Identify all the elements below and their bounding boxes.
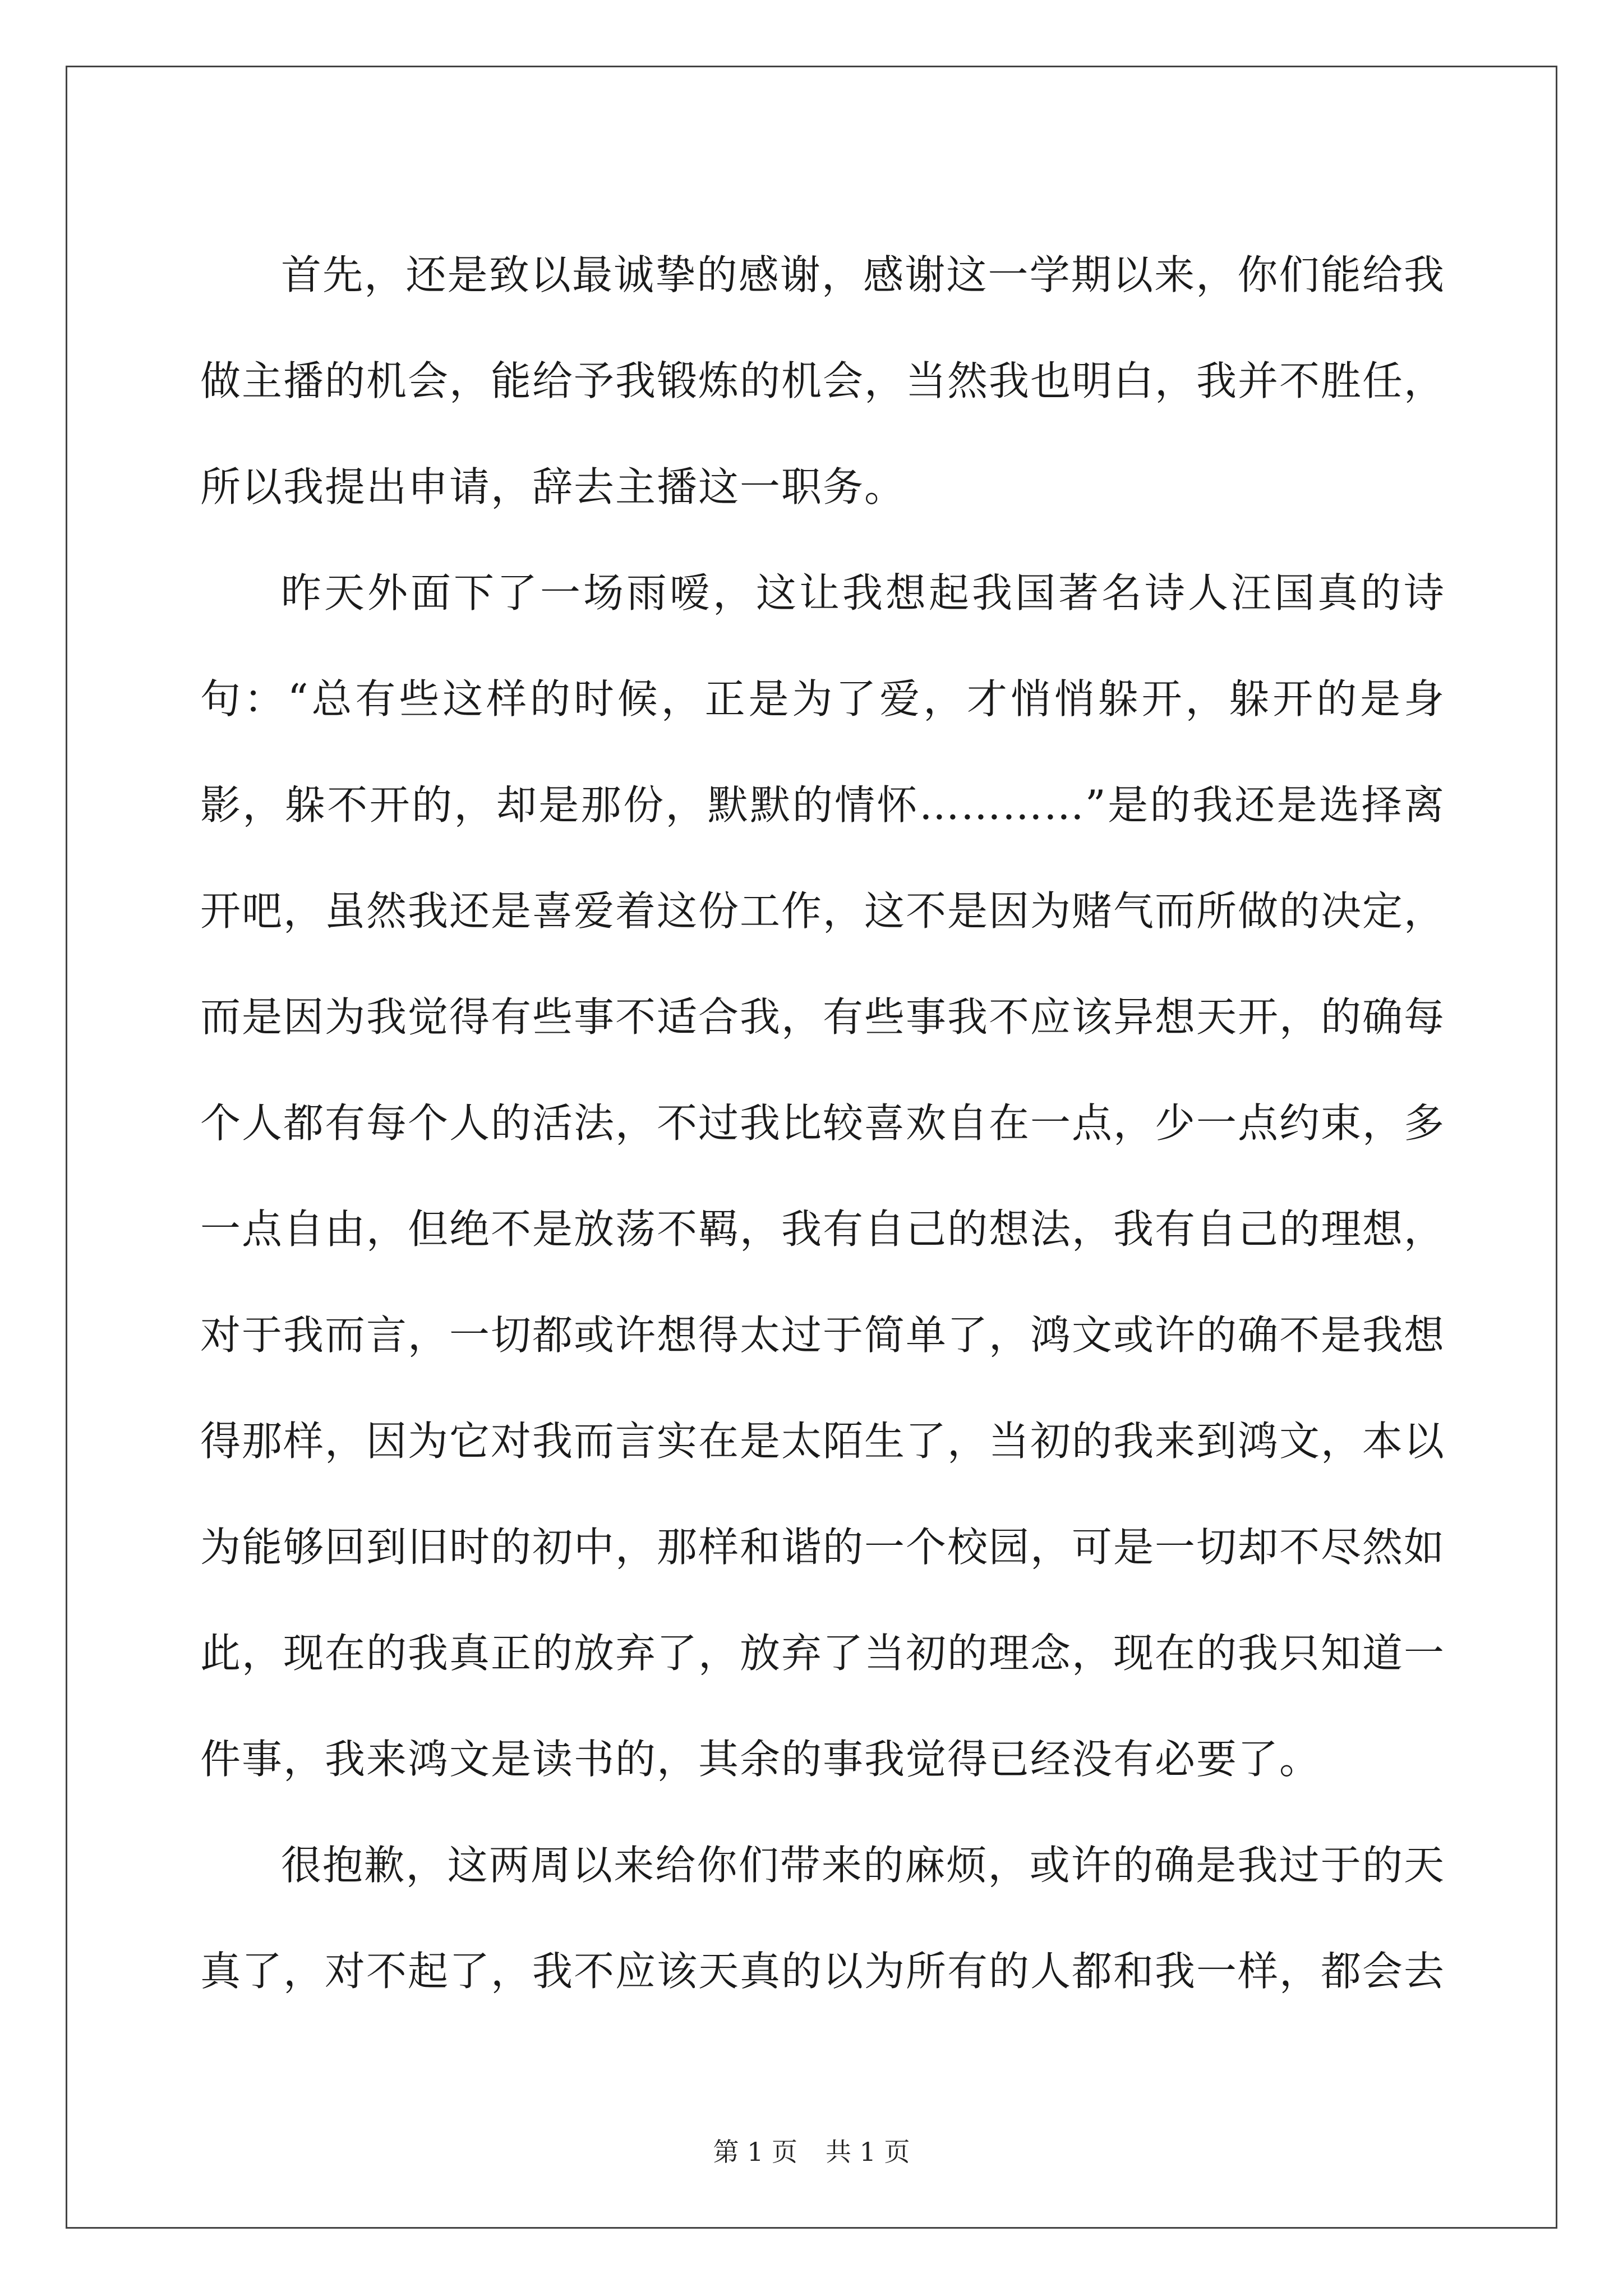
page-number: 第 1 页 bbox=[713, 2137, 797, 2167]
paragraph-2: 昨天外面下了一场雨嗳，这让我想起我国著名诗人汪国真的诗句：“总有些这样的时候，正是为了爱，才悄悄躲开，躲开的是身影，躲不开的，却是那份，默默的情怀…………”是的我还是选择离开吧，虽然我还是喜爱着这份工作，这不是因为赌气而所做的决定，而是因为我觉得有些事不适合我，有些事我不应该异想天开，的确每个人都有每个人的活法，不过我比较喜欢自在一点，少一点约束，多一点自由，但绝不是放荡不羁，我有自己的想法，我有自己的理想，对于我而言，一切都或许想得太过于简单了，鸿文或许的确不是我想得那样，因为它对我而言实在是太陌生了，当初的我来到鸿文，本以为能够回到旧时的初中，那样和谐的一个校园，可是一切却不尽然如此，现在的我真正的放弃了，放弃了当初的理念，现在的我只知道一件事，我来鸿文是读书的，其余的事我觉得已经没有必要了。 bbox=[200, 569, 1446, 1783]
paragraph-1: 首先，还是致以最诚挚的感谢，感谢这一学期以来，你们能给我做主播的机会，能给予我锻炼的机会，当然我也明白，我并不胜任，所以我提出申请，辞去主播这一职务。 bbox=[200, 251, 1446, 510]
page-footer bbox=[0, 2132, 1623, 2169]
page-total: 共 1 页 bbox=[826, 2137, 910, 2167]
document-body bbox=[200, 222, 1445, 2024]
paragraph-3: 很抱歉，这两周以来给你们带来的麻烦，或许的确是我过于的天真了，对不起了，我不应该天真的以为所有的人都和我一样，都会去 bbox=[200, 1842, 1446, 1995]
